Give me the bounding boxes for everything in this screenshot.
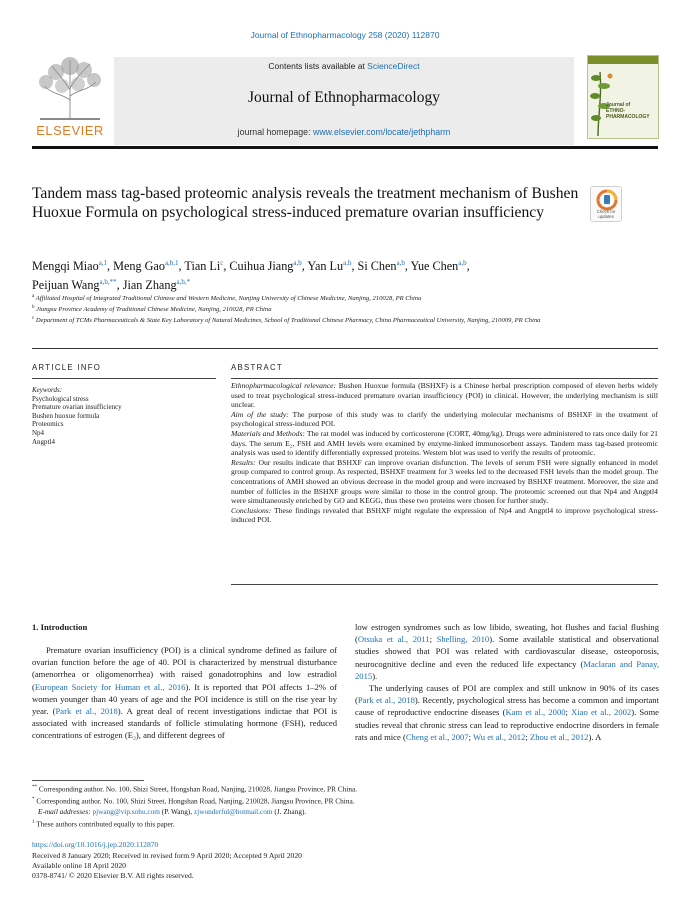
abstract-paragraph: Aim of the study: The purpose of this study was to clarify the underlying molecular mechanisms of BSHXF in the treatment of psychological stress-induced POI. xyxy=(231,409,658,429)
header-rule xyxy=(32,146,658,149)
elsevier-logo[interactable] xyxy=(32,56,108,138)
footnote-corresponding-1: * Corresponding author. No. 100, Shizi Street, Hongshan Road, Nanjing, 210028, Jiangsu Province, PR China. xyxy=(32,796,355,806)
journal-header xyxy=(114,57,574,145)
homepage-prefix: journal homepage: xyxy=(237,127,313,137)
citation-link[interactable]: Kam et al., 2000 xyxy=(505,707,566,718)
footnote-corresponding-2: ** Corresponding author. No. 100, Shizi Street, Hongshan Road, Nanjing, 210028, Jiangsu Province, PR China. xyxy=(32,784,358,794)
citation-link[interactable]: Maclaran and Panay, 2015 xyxy=(355,658,659,681)
author[interactable]: Tian Li$^c$ xyxy=(184,259,224,274)
check-for-updates-badge[interactable] xyxy=(590,186,622,222)
introduction-heading: 1. Introduction xyxy=(32,622,88,632)
cover-plant-illustration xyxy=(588,56,659,139)
author-list: Mengqi Miao$^{a,1}$, Meng Gao$^{a,b,1}$, Tian Li$^c$, Cuihua Jiang$^{a,b}$, Yan Lu$^{a,b}$, Si Chen$^{a,b}$, Yue Chen$^{a,b}$, Peijuan Wang$^{a,b,**}$, Jian Zhang$^{a,b,*}$ xyxy=(32,259,470,292)
keywords-list xyxy=(32,386,216,446)
keyword: Psychological stress xyxy=(32,394,89,403)
available-online: Available online 18 April 2020 xyxy=(32,861,126,871)
author[interactable]: Si Chen$^{a,b}$ xyxy=(357,259,405,274)
abstract-heading: ABSTRACT xyxy=(231,363,283,372)
author[interactable]: Peijuan Wang$^{a,b,**}$ xyxy=(32,277,117,292)
author[interactable]: Yue Chen$^{a,b}$ xyxy=(410,259,467,274)
footnote-equal-contribution: $^1$ These authors contributed equally to this paper. xyxy=(32,819,175,829)
citation-link[interactable]: European Society for Human et al., 2016 xyxy=(34,681,186,692)
journal-name: Journal of Ethnopharmacology xyxy=(248,89,440,106)
article-title: Tandem mass tag-based proteomic analysis reveals the treatment mechanism of Bushen Huoxue Formula on psychological stress-induced premature ovarian insufficiency xyxy=(32,185,579,221)
citation-link[interactable]: Zhou et al., 2012 xyxy=(529,731,589,742)
contents-line xyxy=(114,61,574,71)
article-info-heading: ARTICLE INFO xyxy=(32,363,102,372)
keyword: Angptl4 xyxy=(32,437,55,446)
abstract-bottom-rule xyxy=(231,584,658,585)
author[interactable]: Jian Zhang$^{a,b,*}$ xyxy=(122,277,191,292)
author[interactable]: Meng Gao$^{a,b,1}$ xyxy=(113,259,179,274)
keywords-label: Keywords: xyxy=(32,386,63,394)
keyword: Proteomics xyxy=(32,420,64,429)
citation-link[interactable]: Cheng et al., 2007 xyxy=(405,731,469,742)
section-rule xyxy=(32,348,658,349)
sciencedirect-link[interactable]: ScienceDirect xyxy=(367,61,420,71)
article-info-rule xyxy=(32,378,216,379)
affiliations xyxy=(32,293,632,325)
journal-reference[interactable]: Journal of Ethnopharmacology 258 (2020) 112870 xyxy=(250,30,440,40)
elsevier-tree-icon xyxy=(32,56,108,122)
copyright: 0378-8741/ © 2020 Elsevier B.V. All rights reserved. xyxy=(32,871,194,881)
body-column-left xyxy=(32,644,337,742)
abstract-body xyxy=(231,381,658,525)
citation-link[interactable]: Park et al., 2018 xyxy=(55,706,118,717)
cover-title: Journal of ETHNO- PHARMACOLOGY xyxy=(606,102,650,120)
keyword: Np4 xyxy=(32,428,45,437)
contents-prefix: Contents lists available at xyxy=(268,61,368,71)
author[interactable]: Yan Lu$^{a,b}$ xyxy=(307,259,352,274)
citation-link[interactable]: Otsuka et al., 2011 xyxy=(357,634,430,645)
email-link[interactable]: zjwonderful@hotmail.com xyxy=(193,807,273,817)
abstract-paragraph: Results: Our results indicate that BSHXF can improve ovarian disfunction. The levels of serum FSH were signally enhanced in model group compared to control group. As respected, BSHXF treatment for 3 weeks led to the decreased FSH levels than the model group. The concentrations of AMH showed an obvious decrease in the model group and were increased by BSHXF treatment. Moreover, the size and number of follicles in the BSHXF groups were similar to those in the control group. The proteomic screened out that Np4 and Angptl4 were simultaneously enriched by GO and KEGG, thus these two proteins were chosen for further study. xyxy=(231,457,658,506)
abstract-paragraph: Ethnopharmacological relevance: Bushen Huoxue formula (BSHXF) is a Chinese herbal prescription composed of eleven herbs widely used to treat psychological stress-induced premature ovarian insufficiency (POI) in clinical. However, the underlying mechanism is still unclear. xyxy=(231,381,658,410)
citation-link[interactable]: Xiao et al., 2002 xyxy=(571,707,632,718)
received-dates: Received 8 January 2020; Received in revised form 9 April 2020; Accepted 9 April 2020 xyxy=(32,851,302,860)
body-paragraph: low estrogen syndromes such as low libido, sweating, hot flushes and facial flushing (Otsuka et al., 2011; Shelling, 2010). Some available statistical and observational studies showed that POI was related with cardiovascular disease, osteoporosis, neurocognitive decline and even the reduced life expectancy (Maclaran and Panay, 2015). xyxy=(355,622,659,681)
citation-link[interactable]: Park et al., 2018 xyxy=(357,695,415,706)
body-paragraph: The underlying causes of POI are complex and still unknow in 90% of its cases (Park et al., 2018). Recently, psychological stress has become a common and important cause of reproductive endocrine diseases (Kam et al., 2000; Xiao et al., 2002). Some studies reveal that chronic stress can lead to reproductive endocrine disorders in female rats and mice (Cheng et al., 2007; Wu et al., 2012; Zhou et al., 2012). A xyxy=(355,683,659,742)
abstract-paragraph: Conclusions: These findings revealed that BSHXF might regulate the expression of Np4 and Angptl4 to improve psychological stress-induced POI. xyxy=(231,505,658,525)
keyword: Bushen huoxue formula xyxy=(32,411,100,420)
footnote-emails: E-mail addresses: pjwang@vip.sohu.com (P. Wang), zjwonderful@hotmail.com (J. Zhang). xyxy=(38,807,307,817)
footnote-rule xyxy=(32,780,144,781)
citation-link[interactable]: Shelling, 2010 xyxy=(436,634,490,645)
keyword: Premature ovarian insufficiency xyxy=(32,403,122,412)
abstract-paragraph: Materials and Methods: The rat model was induced by corticosterone (CORT, 40mg/kg). Drugs were administered to rats once daily for 21 days. The serum E₂, FSH and AMH levels were examined by enzyme-linked immunosorbent assays. Tandem mass tag-based proteomic analysis was used to identify differentially expressed proteins. Western blot was used to verify the results of proteomic. xyxy=(231,428,658,458)
body-paragraph: Premature ovarian insufficiency (POI) is a clinical syndrome defined as failure of ovarian function before the age of 40. POI is characterized by menstrual disturbance (amenorrhea or oligomenorrhea) with raised gonadotrophins and low estradiol (European Society for Human et al., 2016). It is reported that POI affects 1–2% of women younger than 40 years of age and the POI incidence is still on the rise year by year. (Park et al., 2018). A great deal of recent investigations indictae that POI is associated with increased standards of follicle stimulating hormone (FSH), reduced concentrations of estrogen (E₂), and different degrees of xyxy=(32,645,338,741)
author[interactable]: Mengqi Miao$^{a,1}$ xyxy=(32,259,108,274)
publisher-logo-text: ELSEVIER xyxy=(36,123,104,138)
affiliation: $^b$ Jiangsu Province Academy of Traditional Chinese Medicine, Nanjing, 210028, PR China xyxy=(32,304,272,313)
citation-link[interactable]: Wu et al., 2012 xyxy=(473,731,526,742)
check-for-updates-label: Check for updates xyxy=(596,209,616,219)
footnotes xyxy=(32,783,658,830)
publication-history xyxy=(32,851,632,882)
homepage-line xyxy=(114,127,574,137)
author[interactable]: Cuihua Jiang$^{a,b}$ xyxy=(229,259,302,274)
abstract-rule xyxy=(231,378,658,379)
affiliation: $^a$ Affiliated Hospital of Integrated Traditional Chinese and Western Medicine, Nanjing University of Chinese Medicine, Nanjing, 210028, PR China xyxy=(32,294,422,303)
journal-homepage-link[interactable]: www.elsevier.com/locate/jethpharm xyxy=(312,127,451,137)
email-link[interactable]: pjwang@vip.sohu.com xyxy=(92,807,160,817)
journal-cover-thumbnail[interactable] xyxy=(587,55,659,139)
doi-link[interactable]: https://doi.org/10.1016/j.jep.2020.112870 xyxy=(32,840,159,849)
affiliation: $^c$ Department of TCMs Pharmaceuticals & State Key Laboratory of Natural Medicines, School of Traditional Chinese Pharmacy, China Pharmaceutical University, Nanjing, 210009, PR China xyxy=(32,315,541,324)
body-column-right xyxy=(355,621,659,743)
